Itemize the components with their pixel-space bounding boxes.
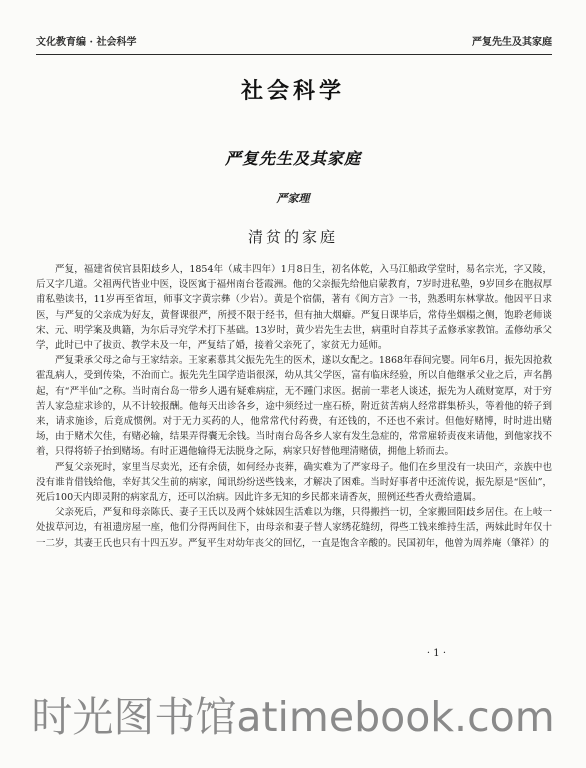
body-paragraph-1: 严复，福建省侯官县阳歧乡人，1854年（咸丰四年）1月8日生，初名体乾，入马江船政学堂时，易名宗光，字又陵，后又字几道。父祖两代皆业中医，设医寓于福州南台苍霞洲。他的父亲振先给他启蒙教育，7岁时进私塾，9岁回乡在胞叔厚甫私塾读书，11岁再至省垣，师事文字黄宗彝（少岩）。黄是个宿儒，著有《闽方言》一书，熟悉明东林掌故。他因平日求医，与严复的父亲成为好友，黄督课很严，所授不限于经书，但有抽大烟癖。严复日课毕后，常侍坐烟榻之侧，饱聆老师谈宋、元、明学案及典籍，为尔后寻究学术打下基础。13岁时，黄少岩先生去世，病重时自荐其子孟修承家教馆。孟修幼承父学，此时已中了拔贡、教学未及一年，严复结了婚，接着父亲死了，家贫无力延师。: [36, 264, 552, 352]
body-paragraph-2: 严复秉承父母之命与王家结亲。王家素慕其父振先先生的医术，遂以女配之。1868年春间完婴。同年6月，振先因抢救霍乱病人，受到传染，不治而亡。振先先生国学造诣很深，幼从其父学医，富有临床经验，所以自他继承父业之后，声名鹊起，有“严半仙”之称。当时南台岛一带乡人遇有疑难病症，无不踵门求医。据前一辈老人谈述，振先为人疏财宽厚，对于穷苦人家急症求诊的，从不计较报酬。他每天出诊各乡，途中须经过一座石桥，附近贫苦病人经常群集桥头，等着他的轿子到来，请求施诊，后竟成惯例。对于无力买药的人，他常常代付药费，有还钱的，不还也不索讨。但他好赌博，时时进出赌场，由于赌术欠佳，有赌必输，结果弄得囊无余钱。当时南台岛各乡人家有发生急症的，常常雇轿责夜来请他，到他家找不着，只得将轿子抬到赌场。有时正遇他输得无法脱身之际，病家只好替他理清赌债，拥他上轿而去。: [36, 355, 552, 458]
watermark: 时光图书馆atimebook.com: [31, 693, 555, 741]
running-header: [36, 34, 552, 52]
article-body: [36, 262, 552, 551]
running-header-left: 文化教育编 · 社会科学: [36, 37, 137, 48]
author-name: 严家理: [276, 192, 310, 205]
article-title: 严复先生及其家庭: [224, 149, 361, 168]
body-paragraph-4: 父亲死后，严复和母亲陈氏、妻子王氏以及两个妹妹因生活难以为继，只得搬挡一切，全家搬回阳歧乡居住。在上岐一处拔草河边，有祖遗房屋一座，他们分得两间住下，由母亲和妻子替人家绣花缝纫，得些工钱来维持生活，两妹此时年仅十一二岁，其妻王氏也只有十四五岁。严复平生对幼年丧父的回忆，一直是饱含辛酸的。民国初年，他曾为周养庵（肇祥）的: [36, 507, 552, 549]
running-header-right: 严复先生及其家庭: [472, 37, 552, 48]
header-rule: [36, 54, 552, 55]
section-title: 社会科学: [240, 79, 345, 104]
chapter-subheading: 清贫的家庭: [247, 228, 338, 246]
page-number: · 1 ·: [426, 648, 446, 659]
body-paragraph-3: 严复父亲死时，家里当尽卖光，还有余债，如何经办丧葬，确实难为了严家母子。他们在乡里没有一块田产，亲族中也没有谁肯借钱给他，幸好其父生前的病家，闻讯纷纷送些钱来，才解决了困难。当时好事者中还流传说，振先原是“医仙”，死后100天内即灵附的病家乱方，还可以治病。因此许多无知的乡民都来请香灰，照例还些香火费给遗属。: [36, 461, 552, 504]
